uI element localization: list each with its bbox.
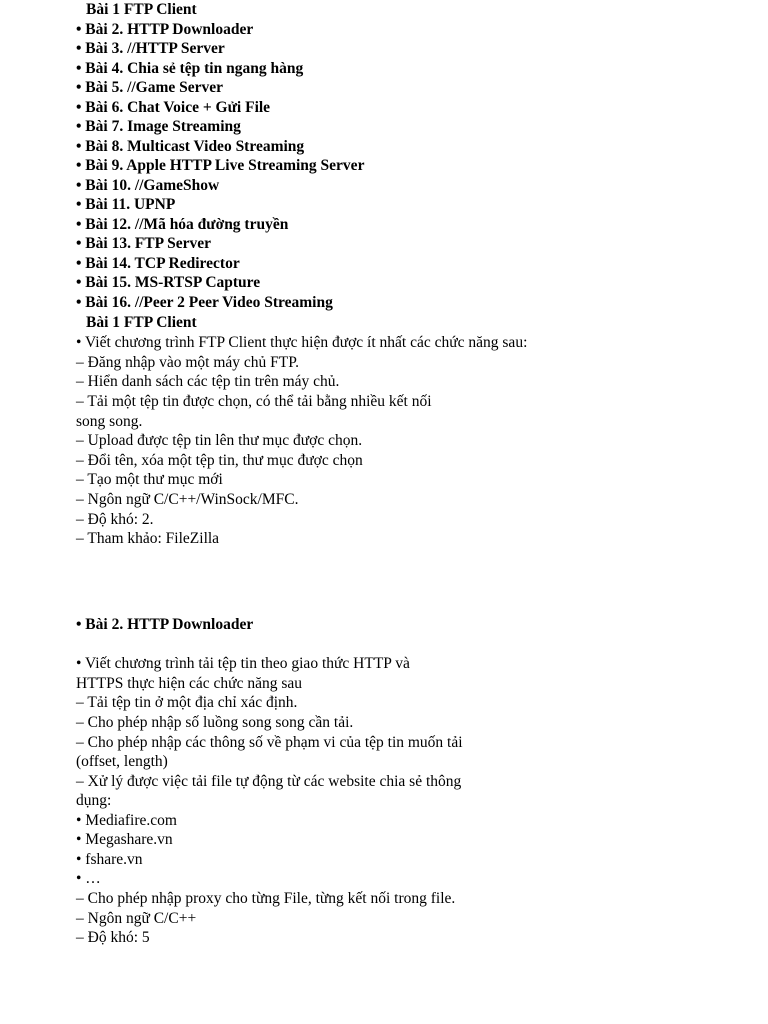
section2-line-3: – Tải tệp tin ở một địa chỉ xác định. <box>76 694 298 711</box>
toc-item-2: • Bài 2. HTTP Downloader <box>76 20 254 38</box>
section2-line-14: – Ngôn ngữ C/C++ <box>76 909 197 927</box>
section2-line-7: – Xử lý được việc tải file tự động từ các website chia sẻ thông <box>76 772 462 790</box>
section2-line-2: HTTPS thực hiện các chức năng sau <box>76 674 302 692</box>
toc-item-8: • Bài 8. Multicast Video Streaming <box>76 137 305 155</box>
section2-line-9: • Mediafire.com <box>76 811 177 829</box>
section1-line-11: – Tham khảo: FileZilla <box>76 530 220 547</box>
section1-line-6: – Upload được tệp tin lên thư mục được chọn. <box>76 432 363 449</box>
section2-line-11: • fshare.vn <box>76 850 143 868</box>
section2-line-4: – Cho phép nhập số luồng song song cần tải. <box>76 713 354 731</box>
section2-line-10: • Megashare.vn <box>76 831 173 848</box>
toc-item-16: • Bài 16. //Peer 2 Peer Video Streaming <box>76 293 333 311</box>
toc-item-14: • Bài 14. TCP Redirector <box>76 254 240 272</box>
toc-item-3: • Bài 3. //HTTP Server <box>76 40 225 57</box>
toc-item-15: • Bài 15. MS-RTSP Capture <box>76 274 261 291</box>
toc-item-1: Bài 1 FTP Client <box>86 1 197 18</box>
section2-line-15: – Độ khó: 5 <box>76 929 150 946</box>
section1-line-2: – Đăng nhập vào một máy chủ FTP. <box>76 353 300 371</box>
section1-line-3: – Hiển danh sách các tệp tin trên máy chủ. <box>76 373 340 390</box>
toc-item-13: • Bài 13. FTP Server <box>76 235 212 252</box>
section1-line-8: – Tạo một thư mục mới <box>76 471 223 488</box>
section2-line-12: • … <box>76 870 101 887</box>
toc-item-11: • Bài 11. UPNP <box>76 196 176 213</box>
toc-item-12: • Bài 12. //Mã hóa đường truyền <box>76 215 289 233</box>
toc-item-7: • Bài 7. Image Streaming <box>76 118 241 135</box>
toc-item-10: • Bài 10. //GameShow <box>76 176 220 194</box>
section2-line-6: (offset, length) <box>76 753 168 770</box>
section2-line-13: – Cho phép nhập proxy cho từng File, từng kết nối trong file. <box>76 890 456 907</box>
section2-heading: • Bài 2. HTTP Downloader <box>76 615 254 633</box>
toc-item-9: • Bài 9. Apple HTTP Live Streaming Server <box>76 157 365 174</box>
toc-item-6: • Bài 6. Chat Voice + Gửi File <box>76 98 271 116</box>
section2-line-8: dụng: <box>76 792 112 809</box>
section1-line-4: – Tải một tệp tin được chọn, có thể tải bằng nhiều kết nối <box>76 393 432 410</box>
section1-heading: Bài 1 FTP Client <box>86 314 197 331</box>
section1-line-5: song song. <box>76 412 143 430</box>
section1-line-9: – Ngôn ngữ C/C++/WinSock/MFC. <box>76 491 299 508</box>
section2-line-1: • Viết chương trình tải tệp tin theo giao thức HTTP và <box>76 655 410 672</box>
section1-line-1: • Viết chương trình FTP Client thực hiện được ít nhất các chức năng sau: <box>76 334 528 351</box>
toc-item-5: • Bài 5. //Game Server <box>76 79 224 96</box>
section1-line-10: – Độ khó: 2. <box>76 510 154 528</box>
toc-item-4: • Bài 4. Chia sẻ tệp tin ngang hàng <box>76 59 304 77</box>
section2-line-5: – Cho phép nhập các thông số về phạm vi của tệp tin muốn tải <box>76 733 463 751</box>
section1-line-7: – Đổi tên, xóa một tệp tin, thư mục được chọn <box>76 452 363 469</box>
